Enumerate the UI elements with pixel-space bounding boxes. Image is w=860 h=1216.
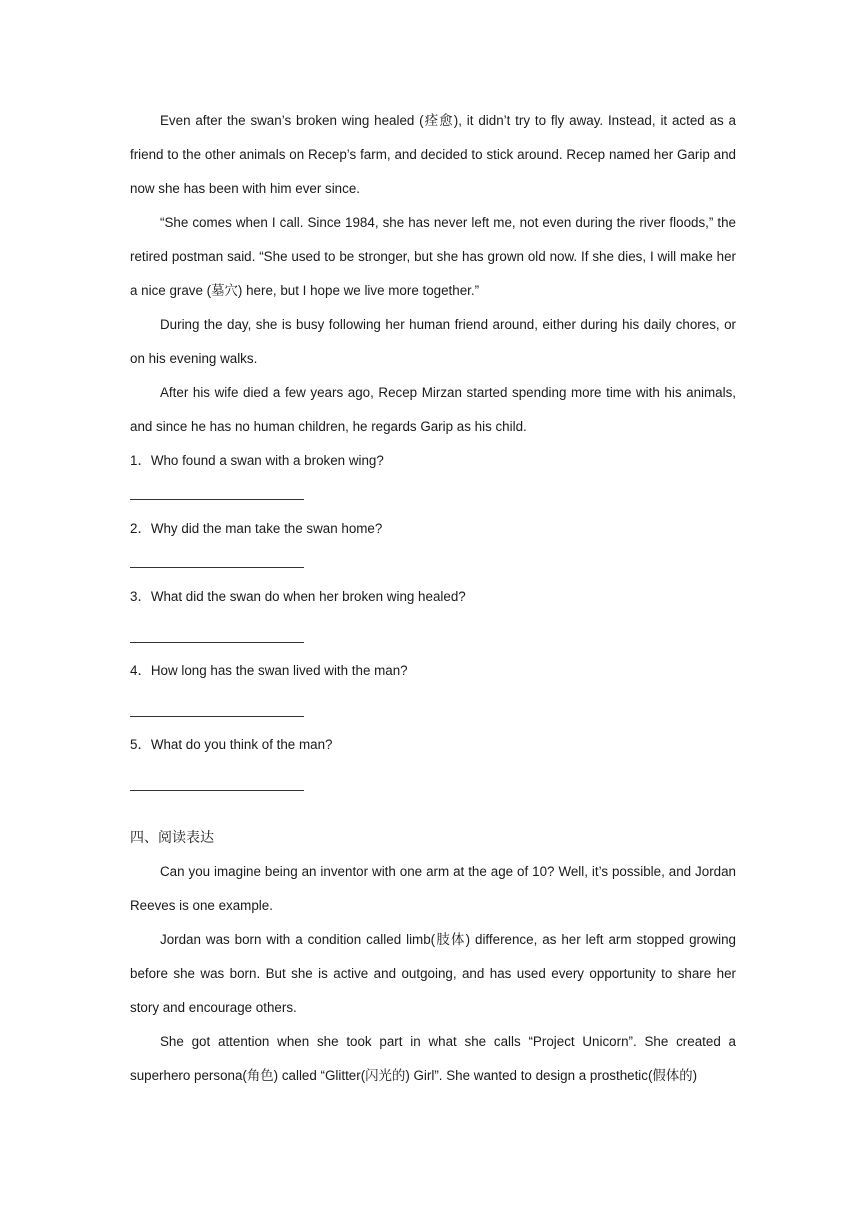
answer-blank-2[interactable] <box>130 567 304 568</box>
passage-1 <box>130 104 736 444</box>
answer-blank-5[interactable] <box>130 790 304 791</box>
section-2 <box>130 821 736 1093</box>
answer-blank-3[interactable] <box>130 642 304 643</box>
question-5: 5．What do you think of the man? <box>130 737 333 752</box>
document-page <box>130 104 736 1093</box>
question-1: 1．Who found a swan with a broken wing? <box>130 453 384 468</box>
paragraph: After his wife died a few years ago, Recep Mirzan started spending more time with his animals, and since he has no human children, he regards Garip as his child. <box>130 385 736 434</box>
question-2: 2．Why did the man take the swan home? <box>130 521 383 536</box>
paragraph: Even after the swan’s broken wing healed (痊愈), it didn’t try to fly away. Instead, it acted as a friend to the other animals on Recep’s farm, and decided to stick around. Recep named her Garip and now she has been with him ever since. <box>130 113 736 196</box>
paragraph: “She comes when I call. Since 1984, she has never left me, not even during the river floods,” the retired postman said. “She used to be stronger, but she has grown old now. If she dies, I will make her a nice grave (墓穴) here, but I hope we live more together.” <box>130 215 736 298</box>
section-heading: 四、阅读表达 <box>130 830 214 846</box>
answer-blank-1[interactable] <box>130 499 304 500</box>
paragraph: During the day, she is busy following her human friend around, either during his daily chores, or on his evening walks. <box>130 317 736 366</box>
question-4: 4．How long has the swan lived with the man? <box>130 663 408 678</box>
answer-blank-4[interactable] <box>130 716 304 717</box>
paragraph: Can you imagine being an inventor with one arm at the age of 10? Well, it’s possible, and Jordan Reeves is one example. <box>130 864 736 913</box>
question-3: 3．What did the swan do when her broken wing healed? <box>130 589 466 604</box>
question-list <box>130 444 736 791</box>
paragraph: She got attention when she took part in what she calls “Project Unicorn”. She created a superhero persona(角色) called “Glitter(闪光的) Girl”. She wanted to design a prosthetic(假体的) <box>130 1034 736 1083</box>
paragraph: Jordan was born with a condition called limb(肢体) difference, as her left arm stopped growing before she was born. But she is active and outgoing, and has used every opportunity to share her story and encourage others. <box>130 932 736 1015</box>
